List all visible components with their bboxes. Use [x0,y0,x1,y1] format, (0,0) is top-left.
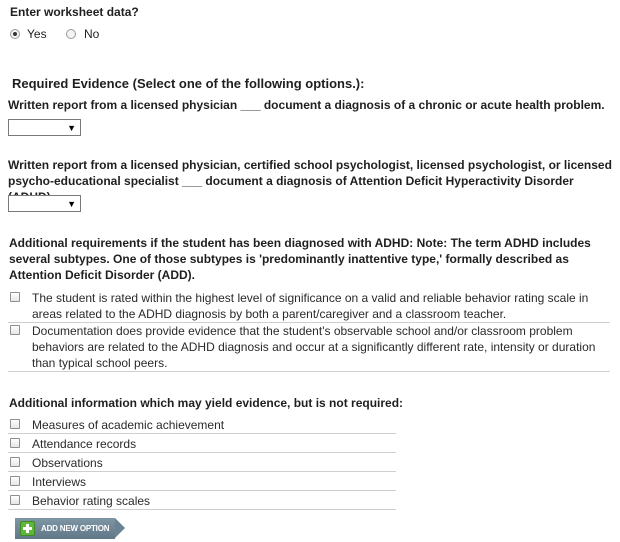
plus-icon [20,521,35,536]
behavior-rating-scales-checkbox[interactable] [10,495,20,505]
documentation-label-line2: behaviors are related to the ADHD diagnosis and occur at a significantly different rate, intensity or duration [32,340,596,354]
documentation-checkbox[interactable] [10,325,20,335]
dropdown-arrow-icon: ▼ [67,199,76,209]
optional-info-heading: Additional information which may yield evidence, but is not required: [9,396,404,410]
additional-requirements-line3: Attention Deficit Disorder (ADD). [9,268,195,282]
no-label: No [84,27,100,41]
divider [8,471,396,472]
yes-radio[interactable] [10,29,20,39]
interviews-label: Interviews [32,475,87,489]
documentation-label-line1: Documentation does provide evidence that the student's observable school and/or classroom problem [32,324,573,338]
adhd-report-question-line2: psycho-educational specialist ___ document a diagnosis of Attention Deficit Hyperactivity Disorder [8,174,574,188]
divider [8,433,396,434]
no-radio[interactable] [66,29,76,39]
add-new-option-label: ADD NEW OPTION [41,524,110,533]
add-new-option-button[interactable] [15,518,115,539]
divider [8,509,396,510]
adhd-report-question-line1: Written report from a licensed physician, certified school psychologist, licensed psychologist, or licensed [8,158,612,172]
additional-requirements-line1: Additional requirements if the student has been diagnosed with ADHD: Note: The term ADHD includes [9,236,591,250]
rating-scale-label-line2: areas related to the ADHD diagnosis by both a parent/caregiver and a classroom teacher. [32,307,507,321]
academic-achievement-checkbox[interactable] [10,419,20,429]
attendance-records-checkbox[interactable] [10,438,20,448]
rating-scale-checkbox[interactable] [10,292,20,302]
academic-achievement-label: Measures of academic achievement [32,418,225,432]
documentation-label-line3: than typical school peers. [32,356,168,370]
physician-report-select[interactable] [8,119,81,136]
worksheet-question: Enter worksheet data? [10,5,139,19]
physician-report-question: Written report from a licensed physician ___ document a diagnosis of a chronic or acute health problem. [8,98,605,112]
yes-label: Yes [27,27,47,41]
divider [8,371,610,372]
interviews-checkbox[interactable] [10,476,20,486]
adhd-report-select[interactable] [8,195,81,212]
observations-checkbox[interactable] [10,457,20,467]
additional-requirements-line2: several subtypes. One of those subtypes is 'predominantly inattentive type,' formally described as [9,252,569,266]
dropdown-arrow-icon: ▼ [67,123,76,133]
attendance-records-label: Attendance records [32,437,137,451]
behavior-rating-scales-label: Behavior rating scales [32,494,151,508]
divider [8,452,396,453]
required-evidence-heading: Required Evidence (Select one of the following options.): [12,76,365,91]
rating-scale-label-line1: The student is rated within the highest level of significance on a valid and reliable behavior rating scale in [32,291,589,305]
divider [8,490,396,491]
observations-label: Observations [32,456,103,470]
